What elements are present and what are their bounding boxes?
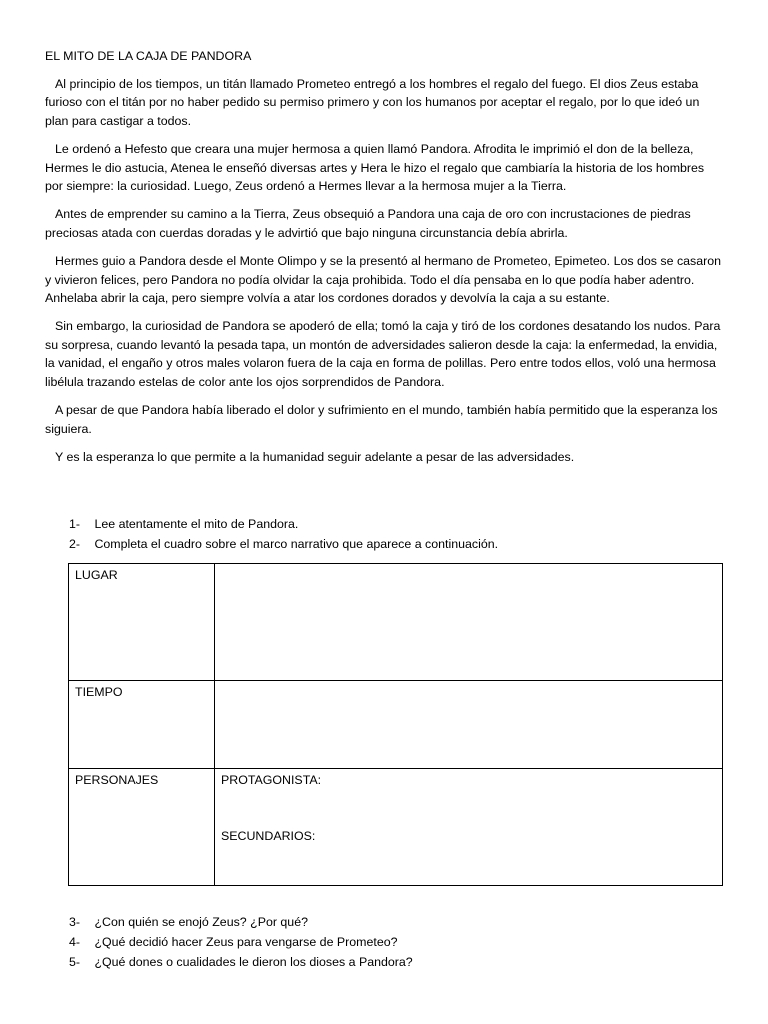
question-text: Lee atentamente el mito de Pandora.: [94, 517, 299, 531]
time-label: TIEMPO: [69, 681, 215, 769]
question-text: ¿Con quién se enojó Zeus? ¿Por qué?: [94, 915, 308, 929]
paragraph: Hermes guio a Pandora desde el Monte Olimpo y se la presentó al hermano de Prometeo, Epimeteo. Los dos se casaron y vivieron felices, pero Pandora no podía olvidar la caja prohibida. Todo el día pensaba en lo que podía haber adentro. Anhelaba abrir la caja, pero siempre volvía a atar los cordones dorados y devolvía la caja a su estante.: [45, 254, 722, 306]
time-answer-cell[interactable]: [215, 681, 723, 769]
question-number: 1-: [69, 517, 81, 531]
paragraph: A pesar de que Pandora había liberado el dolor y sufrimiento en el mundo, también había permitido que la esperanza los siguiera.: [45, 403, 718, 436]
question-number: 3-: [69, 915, 81, 929]
paragraph: Al principio de los tiempos, un titán llamado Prometeo entregó a los hombres el regalo del fuego. El dios Zeus estaba furioso con el titán por no haber pedido su permiso primero y con los humanos por aceptar el regalo, por lo que ideó un plan para castigar a todos.: [45, 77, 700, 128]
myth-text: [45, 75, 725, 476]
table-row: [69, 769, 723, 886]
table-row: [69, 681, 723, 769]
question-text: ¿Qué dones o cualidades le dieron los dioses a Pandora?: [94, 955, 413, 969]
characters-label: PERSONAJES: [69, 769, 215, 886]
question-item: [69, 933, 398, 951]
question-item: [69, 913, 308, 931]
place-label: LUGAR: [69, 564, 215, 681]
secondary-label: SECUNDARIOS:: [221, 829, 316, 844]
question-number: 5-: [69, 955, 81, 969]
table-row: [69, 564, 723, 681]
paragraph: Le ordenó a Hefesto que creara una mujer hermosa a quien llamó Pandora. Afrodita le imprimió el don de la belleza, Hermes le dio astucia, Atenea le enseñó diversas artes y Hera le hizo el regalo que cambiaría la historia de los hombres por siempre: la curiosidad. Luego, Zeus ordenó a Hermes llevar a la hermosa mujer a la Tierra.: [45, 142, 705, 194]
paragraph: Y es la esperanza lo que permite a la humanidad seguir adelante a pesar de las adversidades.: [55, 449, 575, 464]
protagonist-label: PROTAGONISTA:: [221, 773, 322, 787]
place-answer-cell[interactable]: [215, 564, 723, 681]
question-number: 4-: [69, 935, 81, 949]
question-number: 2-: [69, 537, 81, 551]
question-item: [69, 515, 298, 533]
question-item: [69, 953, 413, 971]
narrative-frame-table: [68, 563, 723, 886]
question-text: Completa el cuadro sobre el marco narrativo que aparece a continuación.: [94, 537, 499, 551]
question-text: ¿Qué decidió hacer Zeus para vengarse de Prometeo?: [94, 935, 398, 949]
document-title: EL MITO DE LA CAJA DE PANDORA: [45, 49, 252, 63]
paragraph: Antes de emprender su camino a la Tierra, Zeus obsequió a Pandora una caja de oro con incrustaciones de piedras preciosas atada con cuerdas doradas y le advirtió que bajo ninguna circunstancia debía abrirla.: [45, 207, 691, 240]
question-item: [69, 535, 498, 553]
characters-answer-cell[interactable]: [215, 769, 723, 886]
paragraph: Sin embargo, la curiosidad de Pandora se apoderó de ella; tomó la caja y tiró de los cordones desatando los nudos. Para su sorpresa, cuando levantó la pesada tapa, un montón de adversidades salieron desde la caja: la enfermedad, la envidia, la vanidad, el engaño y otros males volaron fuera de la caja en forma de polillas. Pero entre todos ellos, voló una hermosa libélula trazando estelas de color ante los ojos sorprendidos de Pandora.: [45, 319, 721, 389]
